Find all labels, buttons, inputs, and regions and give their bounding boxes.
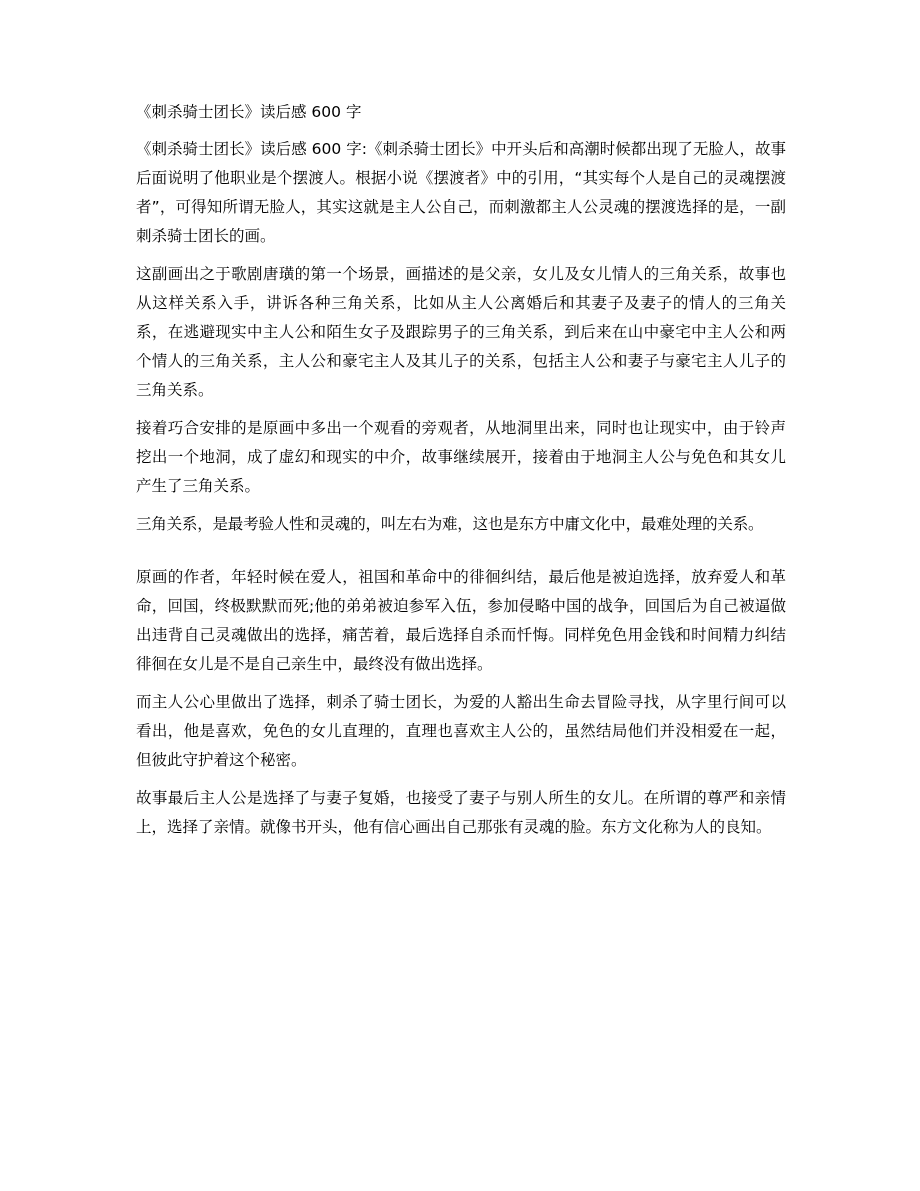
paragraph-bystander: 接着巧合安排的是原画中多出一个观看的旁观者，从地洞里出来，同时也让现实中，由于铃声挖出一个地洞，成了虚幻和现实的中介，故事继续展开，接着由于地洞主人公与免色和其女儿产生了三角关系。 xyxy=(136,419,786,495)
paragraph-painting: 这副画出之于歌剧唐璜的第一个场景，画描述的是父亲，女儿及女儿情人的三角关系，故事也从这样关系入手，讲诉各种三角关系，比如从主人公离婚后和其妻子及妻子的情人的三角关系，在逃避现实中主人公和陌生女子及跟踪男子的三角关系，到后来在山中豪宅中主人公和两个情人的三角关系，主人公和豪宅主人及其儿子的关系，包括主人公和妻子与豪宅主人儿子的三角关系。 xyxy=(136,265,786,399)
document-page xyxy=(136,98,786,851)
paragraph-author: 原画的作者，年轻时候在爱人，祖国和革命中的徘徊纠结，最后他是被迫选择，放弃爱人和革命，回国，终极默默而死;他的弟弟被迫参军入伍，参加侵略中国的战争，回国后为自己被逼做出违背自己灵魂做出的选择，痛苦着，最后选择自杀而忏悔。同样免色用金钱和时间精力纠结徘徊在女儿是不是自己亲生中，最终没有做出选择。 xyxy=(136,568,786,673)
paragraph-triangle: 三角关系，是最考验人性和灵魂的，叫左右为难，这也是东方中庸文化中，最难处理的关系。 xyxy=(136,515,764,533)
paragraph-choice: 而主人公心里做出了选择，刺杀了骑士团长，为爱的人豁出生命去冒险寻找，从字里行间可以看出，他是喜欢，免色的女儿直理的，直理也喜欢主人公的，虽然结局他们并没相爱在一起，但彼此守护着这个秘密。 xyxy=(136,693,786,769)
paragraph-ending: 故事最后主人公是选择了与妻子复婚，也接受了妻子与别人所生的女儿。在所谓的尊严和亲情上，选择了亲情。就像书开头，他有信心画出自己那张有灵魂的脸。东方文化称为人的良知。 xyxy=(136,789,786,836)
document-title: 《刺杀骑士团长》读后感 600 字 xyxy=(136,103,362,121)
paragraph-intro: 《刺杀骑士团长》读后感 600 字:《刺杀骑士团长》中开头后和高潮时候都出现了无脸人，故事后面说明了他职业是个摆渡人。根据小说《摆渡者》中的引用，“其实每个人是自己的灵魂摆渡者”，可得知所谓无脸人，其实这就是主人公自己，而刺激都主人公灵魂的摆渡选择的是，一副刺杀骑士团长的画。 xyxy=(136,140,786,245)
